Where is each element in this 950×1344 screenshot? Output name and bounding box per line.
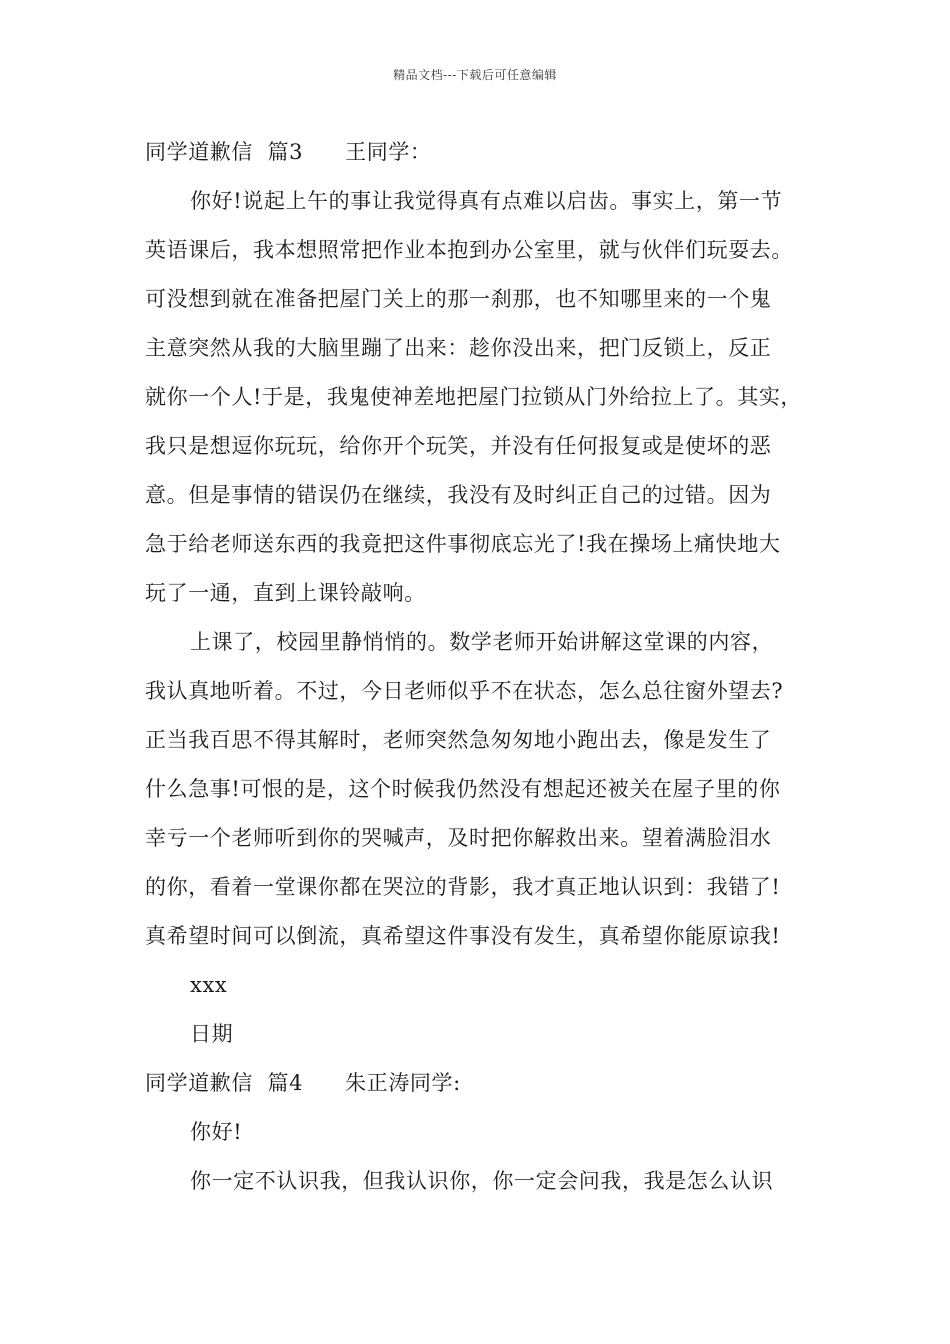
paragraph-line: 的你，看着一堂课你都在哭泣的背影，我才真正地认识到：我错了! (145, 875, 781, 899)
paragraph-line: 你好!说起上午的事让我觉得真有点难以启齿。事实上，第一节 (190, 189, 783, 213)
paragraph-line: 你一定不认识我，但我认识你，你一定会问我，我是怎么认识 (190, 1169, 774, 1193)
paragraph-line: 玩了一通，直到上课铃敲响。 (145, 581, 426, 605)
paragraph-line: 真希望时间可以倒流，真希望这件事没有发生，真希望你能原谅我! (145, 924, 781, 948)
paragraph-line: 正当我百思不得其解时，老师突然急匆匆地小跑出去，像是发生了 (145, 728, 772, 752)
paragraph-line: 可没想到就在准备把屋门关上的那一刹那，也不知哪里来的一个鬼 (145, 287, 772, 311)
section3-signature: xxx (190, 973, 228, 997)
section4-salutation: 朱正涛同学: (345, 1071, 461, 1095)
section3-date: 日期 (190, 1022, 234, 1046)
paragraph-line: 主意突然从我的大脑里蹦了出来：趁你没出来，把门反锁上，反正 (145, 336, 772, 360)
section4-title-row (145, 1059, 825, 1108)
section4-title: 同学道歉信 篇4 (145, 1071, 304, 1095)
section4-paragraph1 (145, 1157, 825, 1206)
paragraph-line: 我只是想逗你玩玩，给你开个玩笑，并没有任何报复或是使坏的恶 (145, 434, 772, 458)
section4-greeting: 你好! (190, 1120, 243, 1144)
section3-paragraph2 (145, 618, 825, 961)
paragraph-line: 英语课后，我本想照常把作业本抱到办公室里，就与伙伴们玩耍去。 (145, 238, 793, 262)
paragraph-line: 我认真地听着。不过，今日老师似乎不在状态，怎么总往窗外望去? (145, 679, 784, 703)
section3-salutation: 王同学： (345, 140, 432, 164)
page-header: 精品文档---下载后可任意编辑 (393, 68, 557, 82)
paragraph-line: 幸亏一个老师听到你的哭喊声，及时把你解救出来。望着满脸泪水 (145, 826, 772, 850)
paragraph-line: 急于给老师送东西的我竟把这件事彻底忘光了!我在操场上痛快地大 (145, 532, 781, 556)
section3-paragraph1 (145, 177, 825, 618)
section3-title-row (145, 128, 825, 177)
document-body (145, 128, 825, 1206)
section3-title: 同学道歉信 篇3 (145, 140, 304, 164)
paragraph-line: 意。但是事情的错误仍在继续，我没有及时纠正自己的过错。因为 (145, 483, 772, 507)
paragraph-line: 就你一个人!于是，我鬼使神差地把屋门拉锁从门外给拉上了。其实， (145, 385, 803, 409)
paragraph-line: 什么急事!可恨的是，这个时候我仍然没有想起还被关在屋子里的你 (145, 777, 781, 801)
paragraph-line: 上课了，校园里静悄悄的。数学老师开始讲解这堂课的内容， (190, 630, 774, 654)
